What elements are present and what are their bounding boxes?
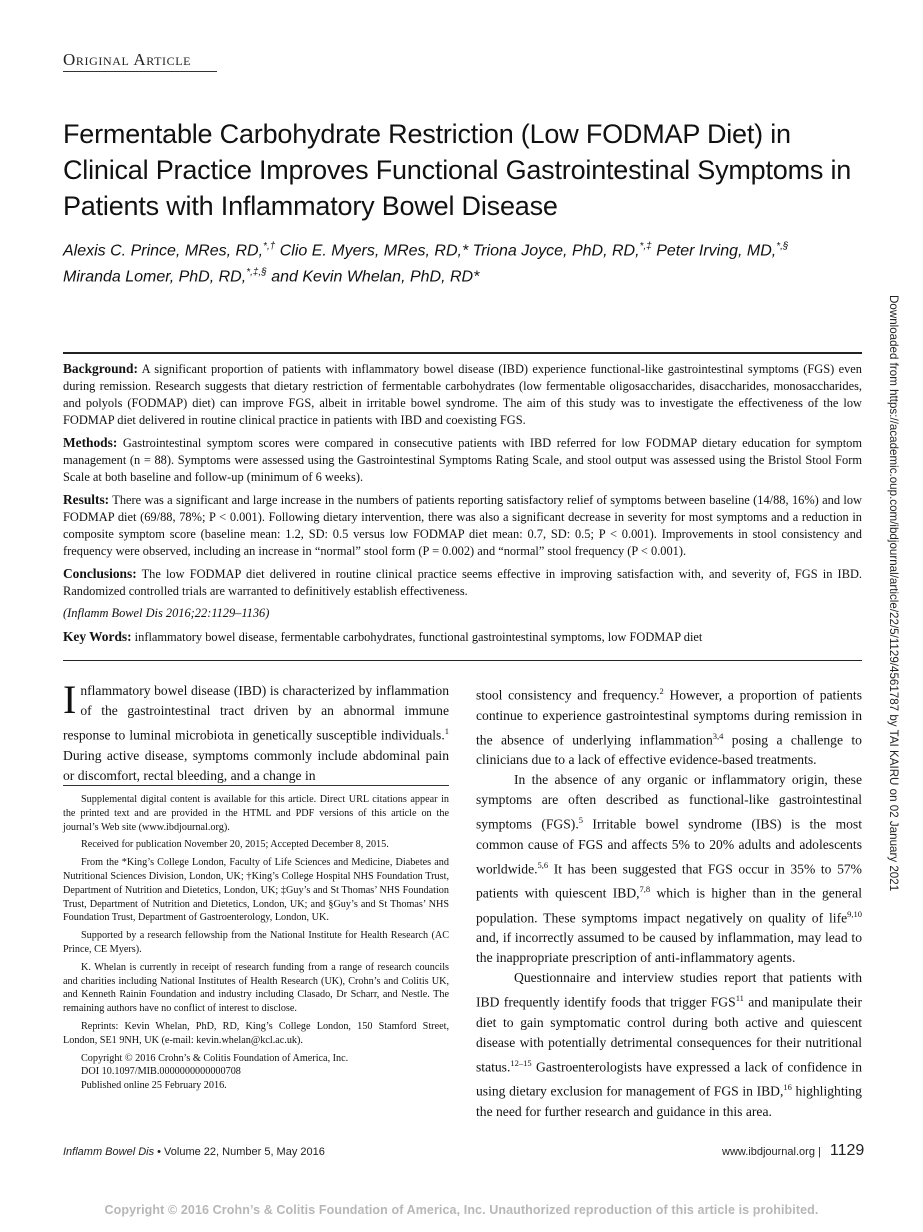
abstract-background: Background: A significant proportion of patients with inflammatory bowel disease (IBD) experience functional-like gastrointestinal symptoms (FGS) even during remission. Research suggests that dietary restriction of fermentable carbohydrates (low fermentable oligosaccharides, disaccharides, monosaccharides, and polyols (FODMAP) diet) can improve FGS, albeit in irritable bowel syndrome. The aim of this study was to investigate the effectiveness of the low FODMAP diet delivered in routine clinical practice in patients with IBD and coexisting FGS. xyxy=(63,361,862,427)
article-title: Fermentable Carbohydrate Restriction (Low FODMAP Diet) in Clinical Practice Improves Functional Gastrointestinal Symptoms in Patients with Inflammatory Bowel Disease xyxy=(63,119,852,221)
abstract-methods: Methods: Gastrointestinal symptom scores were compared in consecutive patients with IBD referred for low FODMAP dietary education for symptom management (n = 88). Symptoms were assessed using the Gastrointestinal Symptoms Rating Scale, and stool output was assessed using the Bristol Stool Form Scale at both baseline and follow-up (minimum of 6 weeks). xyxy=(63,435,862,484)
author-whelan: and Kevin Whelan, PhD, RD* xyxy=(266,268,480,286)
download-watermark: Downloaded from https://academic.oup.com/ibdjournal/article/22/5/1129/4561787 by TAI KAIRU on 02 January 2021 xyxy=(887,295,900,892)
page-number: 1129 xyxy=(829,1142,865,1159)
footnote-rule xyxy=(63,785,449,786)
paragraph: stool consistency and frequency.$^2$ However, a proportion of patients continue to experience gastrointestinal symptoms during remission in the absence of underlying inflammation$^{3,4}$ posing a challenge to clinicians due to a lack of effective evidence-based treatments. xyxy=(476,686,862,768)
journal-name: Inflamm Bowel Dis xyxy=(63,1146,155,1158)
footnote-doi: DOI 10.1097/MIB.0000000000000708 xyxy=(81,1066,241,1078)
abstract-conclusions: Conclusions: The low FODMAP diet delivered in routine clinical practice seems effective in improving satisfaction with, and severity of, FGS in IBD. Randomized controlled trials are warranted to definitively establish effectiveness. xyxy=(63,566,862,598)
footnote-funding: Supported by a research fellowship from the National Institute for Health Research (AC Prince, CE Myers). xyxy=(63,930,449,955)
footnotes xyxy=(63,793,449,1093)
abstract xyxy=(63,360,862,651)
footnote-reprints: Reprints: Kevin Whelan, PhD, RD, King’s College London, 150 Stamford Street, London, SE1 9NH, UK (e-mail: kevin.whelan@kcl.ac.uk). xyxy=(63,1020,449,1046)
author-list: Alexis C. Prince, MRes, RD,*,† Clio E. Myers, MRes, RD,* Triona Joyce, PhD, RD,*,‡ Peter Irving, MD,*,§ Miranda Lomer, PhD, RD,*,‡,§ and Kevin Whelan, PhD, RD* xyxy=(63,241,789,286)
page-number-block: www.ibdjournal.org | 1129 xyxy=(722,1142,865,1159)
drop-cap: I xyxy=(63,677,77,722)
journal-citation: (Inflamm Bowel Dis 2016;22:1129–1136) xyxy=(63,606,270,620)
authors-myers-joyce: Clio E. Myers, MRes, RD,* Triona Joyce, PhD, RD, xyxy=(275,242,640,260)
author-irving: Peter Irving, MD, xyxy=(651,242,777,260)
paragraph: Questionnaire and interview studies report that patients with IBD frequently identify foods that trigger FGS$^{11}$ and manipulate their diet to gain symptomatic control during both active and quiescent disease with potentially detrimental consequences for their nutritional status.$^{12-15}$ Gastroenterologists have expressed a lack of confidence in using dietary exclusion for management of FGS in IBD,$^{16}$ highlighting the need for further research and guidance in this area. xyxy=(476,970,862,1119)
footnote-supplemental: Supplemental digital content is available for this article. Direct URL citations appear in the printed text and are provided in the HTML and PDF versions of this article on the journal’s Web site (www.ibdjournal.org). xyxy=(63,794,449,833)
author-prince: Alexis C. Prince, MRes, RD, xyxy=(63,242,264,260)
journal-issue: Volume 22, Number 5, May 2016 xyxy=(164,1146,325,1158)
author-lomer: Miranda Lomer, PhD, RD, xyxy=(63,268,247,286)
keywords: Key Words: inflammatory bowel disease, fermentable carbohydrates, functional gastrointestinal symptoms, low FODMAP diet xyxy=(63,629,703,644)
abstract-bottom-rule xyxy=(63,660,862,661)
copyright-notice: Copyright © 2016 Crohn’s & Colitis Foundation of America, Inc. Unauthorized reproduction of this article is prohibited. xyxy=(104,1203,819,1217)
footnote-published: Published online 25 February 2016. xyxy=(81,1080,227,1092)
footnote-copyright: Copyright © 2016 Crohn’s & Colitis Foundation of America, Inc. xyxy=(81,1052,349,1064)
footnote-affiliations: From the *King’s College London, Faculty of Life Sciences and Medicine, Diabetes and Nutritional Sciences Division, London, UK; †King’s College Hospital NHS Foundation Trust, Department of Nutrition and Dietetics, London, UK; ‡Guy’s and St Thomas’ NHS Foundation Trust, Department of Nutrition and Dietetics, London, UK; and §Guy’s and St Thomas’ NHS Foundation Trust, Department of Gastroenterology, London, UK. xyxy=(63,857,449,924)
abstract-results: Results: There was a significant and large increase in the numbers of patients reporting satisfactory relief of symptoms between baseline (14/88, 16%) and low FODMAP diet (69/88, 78%; P < 0.001). Following dietary intervention, there was also a significant decrease in severity for most symptoms and a reduction in composite symptom score (baseline mean: 1.2, SD: 0.5 versus low FODMAP diet mean: 0.7, SD: 0.5; P < 0.001). Improvements in stool consistency and frequency were observed, including an increase in “normal” stool form (P = 0.002) and “normal” stool frequency (P < 0.001). xyxy=(63,492,862,558)
footnote-conflicts: K. Whelan is currently in receipt of research funding from a range of research councils and charities including National Institutes of Health Research (UK), Crohn’s and Colitis UK, and Kenneth Rainin Foundation and industry including Clasado, Dr Scharr, and Nestle. The remaining authors have no conflict of interest to disclose. xyxy=(63,961,449,1015)
section-label: Original Article xyxy=(63,50,192,69)
journal-website: www.ibdjournal.org xyxy=(722,1146,815,1158)
body-column-right xyxy=(476,681,862,1122)
abstract-top-rule xyxy=(63,352,862,354)
section-rule xyxy=(63,71,217,72)
footnote-received: Received for publication November 20, 2015; Accepted December 8, 2015. xyxy=(81,839,389,851)
running-footer: Inflamm Bowel Dis • Volume 22, Number 5, May 2016 xyxy=(63,1146,325,1158)
body-column-left: Inflammatory bowel disease (IBD) is characterized by inflammation of the gastrointestinal tract driven by an abnormal immune response to luminal microbiota in genetically susceptible individuals.$^1$ During active disease, symptoms commonly include abdominal pain or discomfort, rectal bleeding, and a change in xyxy=(63,677,449,783)
paragraph: In the absence of any organic or inflammatory origin, these symptoms are often described as functional-like gastrointestinal symptoms (FGS).$^5$ Irritable bowel syndrome (IBS) is the most common cause of FGS and affects 5% to 20% adults and adolescents worldwide.$^{5,6}$ It has been suggested that FGS occur in 35% to 57% patients with quiescent IBD,$^{7,8}$ which is higher than in the general population. These symptoms impact negatively on quality of life$^{9,10}$ and, if incorrectly assumed to be caused by inflammation, may lead to the inappropriate prescription of anti-inflammatory agents. xyxy=(476,772,863,966)
